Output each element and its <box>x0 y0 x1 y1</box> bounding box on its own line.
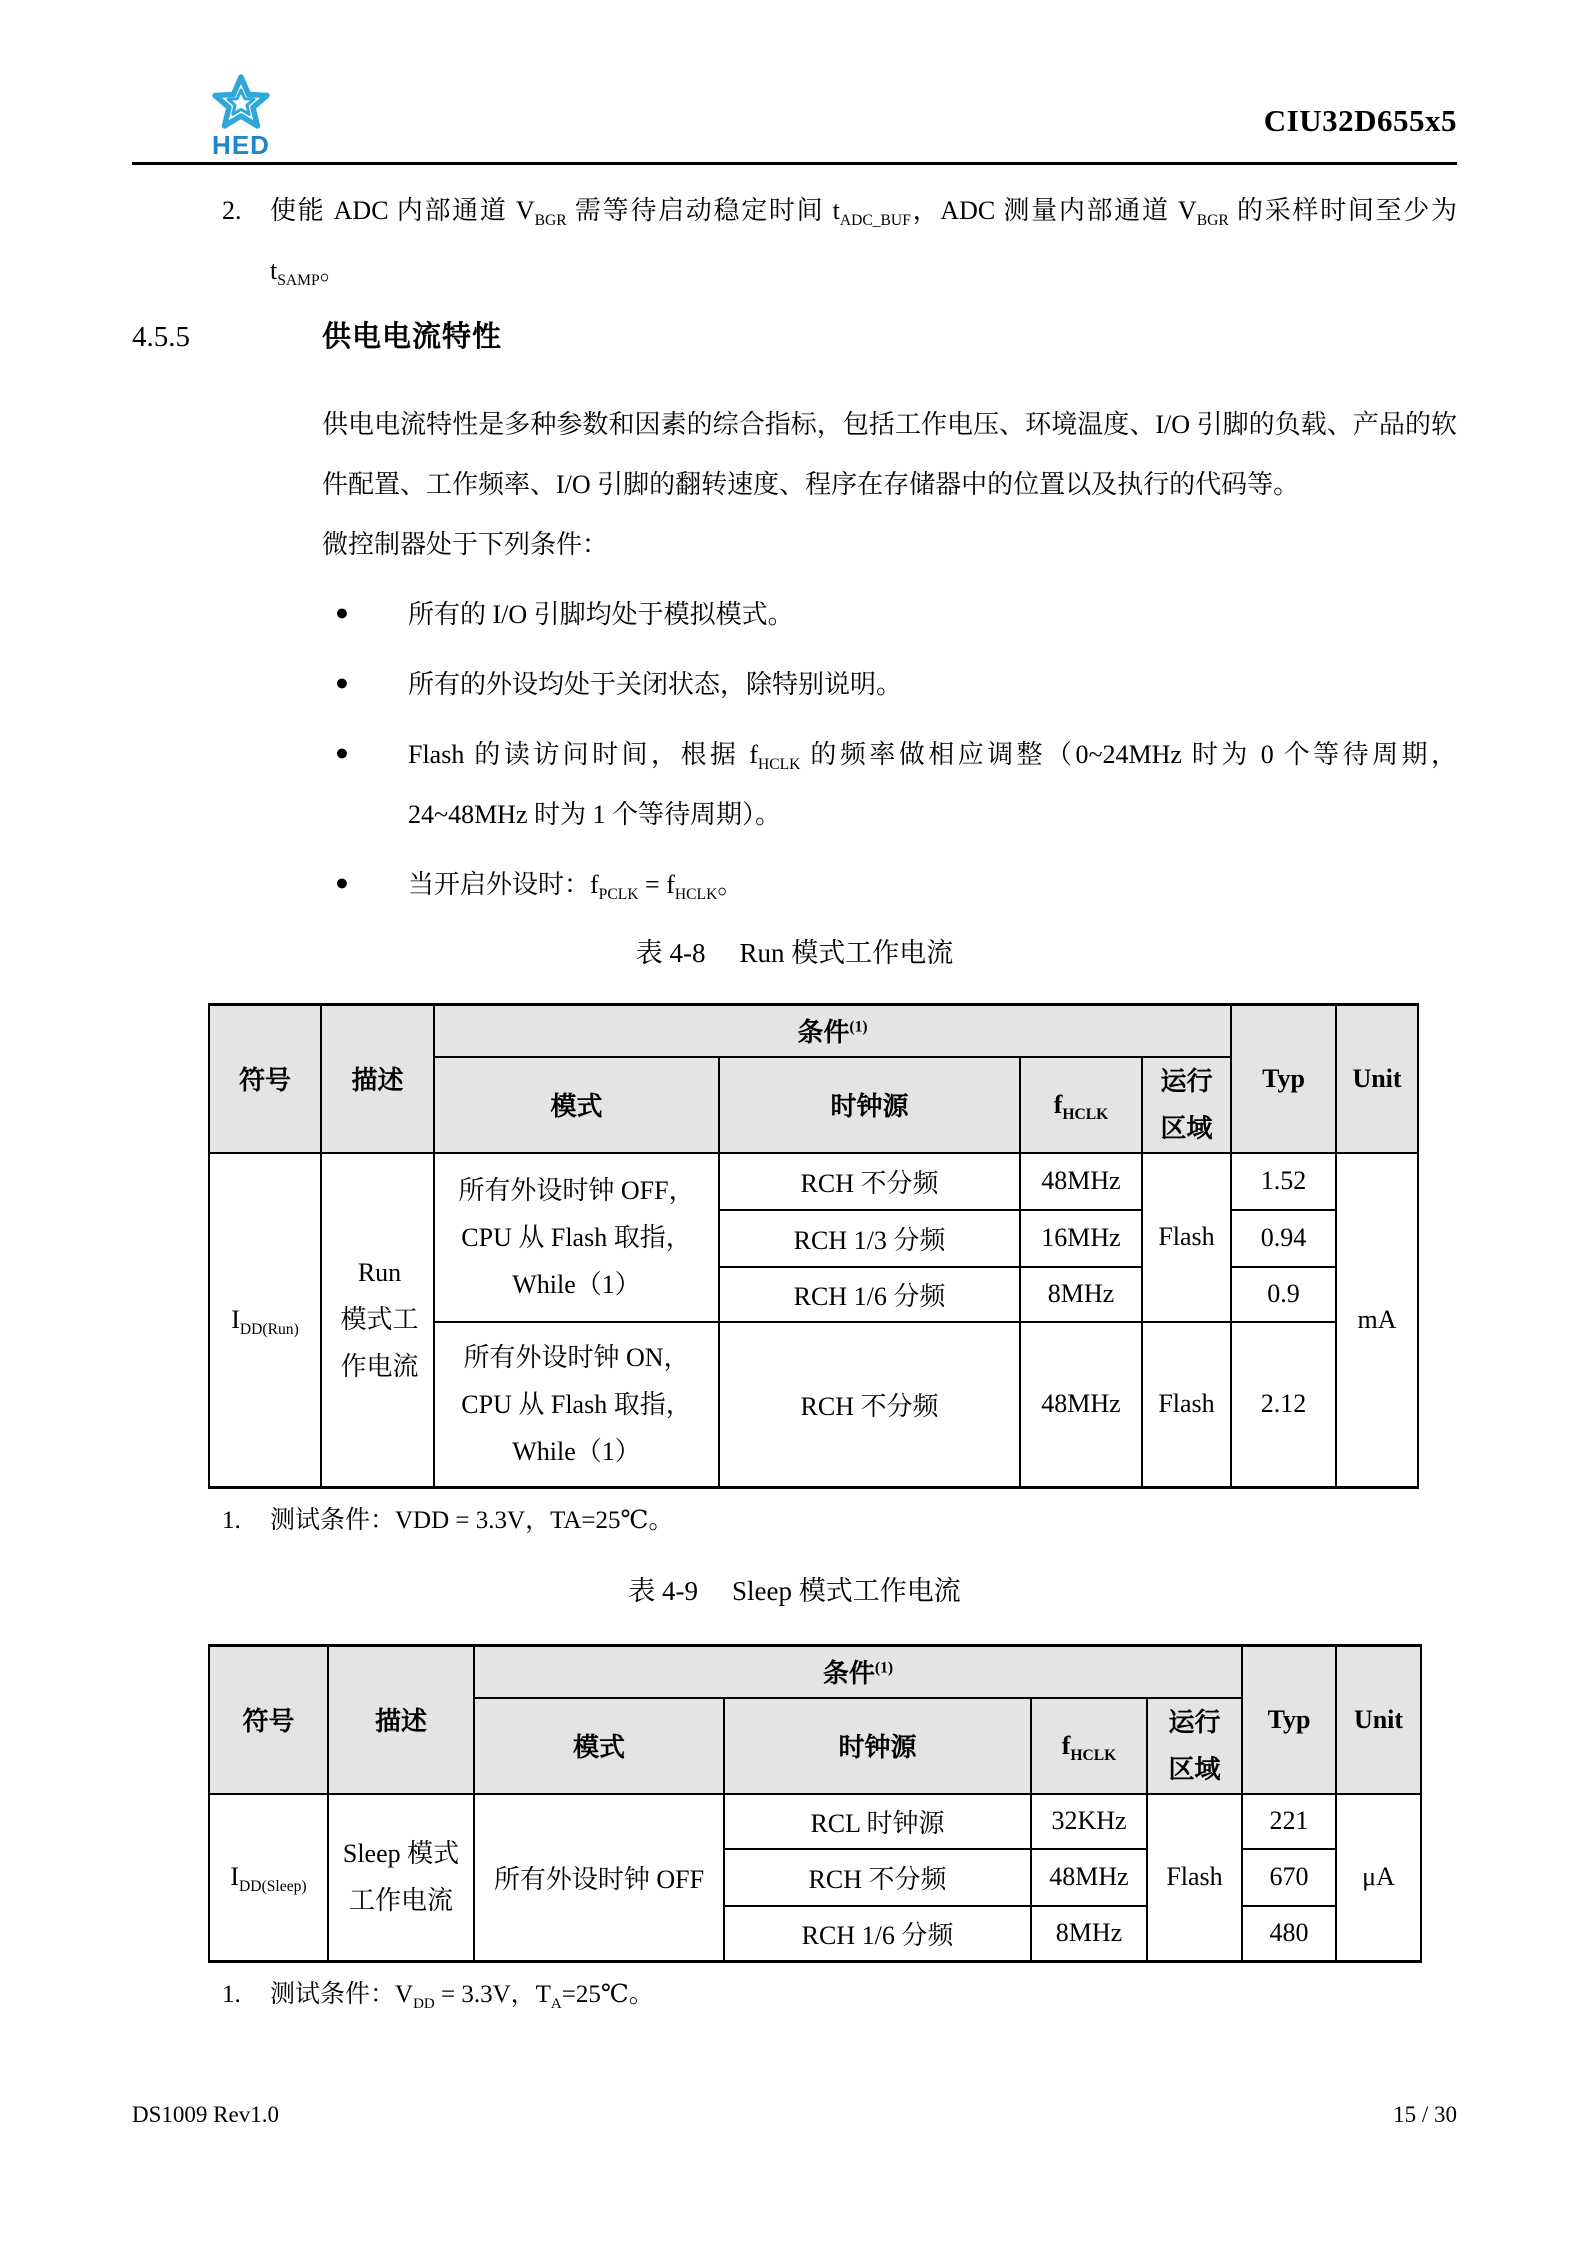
col-header-mode: 模式 <box>474 1698 724 1794</box>
cell-typ: 480 <box>1242 1906 1336 1962</box>
bullet-marker-icon: ● <box>335 870 349 895</box>
paragraph-conditions-intro: 微控制器处于下列条件： <box>322 530 609 559</box>
caption-title: Run 模式工作电流 <box>739 938 954 968</box>
bullet-item-io <box>322 585 1457 645</box>
cell-fhclk: 8MHz <box>1031 1906 1147 1962</box>
footnote-number: 1. <box>222 1981 241 2008</box>
footnote-number: 1. <box>222 1507 241 1534</box>
table-caption-sleep <box>132 1565 1457 1617</box>
bullet-text: 所有的外设均处于关闭状态，除特别说明。 <box>408 670 903 699</box>
cell-clock: RCH 1/6 分频 <box>719 1267 1020 1322</box>
footnote-text: 测试条件：VDD = 3.3V，TA=25℃。 <box>270 1507 674 1534</box>
col-header-fhclk: $f_{HCLK}$ <box>1020 1057 1142 1153</box>
cell-fhclk: 32KHz <box>1031 1794 1147 1849</box>
section-heading <box>132 315 1457 359</box>
note-number: 2. <box>222 196 242 225</box>
cell-unit: mA <box>1336 1153 1418 1488</box>
cell-fhclk: 48MHz <box>1020 1153 1142 1210</box>
document-title: CIU32D655x5 <box>1263 103 1457 138</box>
section-title: 供电电流特性 <box>322 321 503 353</box>
bullet-text: Flash 的读访问时间，根据 $f_{HCLK}$ 的频率做相应调整（0~24MHz 时为 0 个等待周期，24~48MHz 时为 1 个等待周期）。 <box>408 740 1457 829</box>
cell-typ: 1.52 <box>1231 1153 1336 1210</box>
page-header <box>132 0 1457 165</box>
cell-clock: RCH 不分频 <box>719 1322 1020 1488</box>
run-current-table <box>208 1003 1419 1489</box>
company-logo <box>205 74 277 160</box>
col-header-region: 运行 区域 <box>1147 1698 1242 1794</box>
cell-mode-group2: 所有外设时钟 ON， CPU 从 Flash 取指， While（1） <box>434 1322 719 1488</box>
col-header-clock: 时钟源 <box>719 1057 1020 1153</box>
numbered-note-2 <box>132 181 1457 301</box>
cell-clock: RCH 不分频 <box>724 1849 1031 1906</box>
cell-desc: Run 模式工 作电流 <box>321 1153 434 1488</box>
cell-fhclk: 48MHz <box>1020 1322 1142 1488</box>
col-header-typ: Typ <box>1242 1646 1336 1794</box>
bullet-text: 所有的 I/O 引脚均处于模拟模式。 <box>408 600 794 629</box>
note-text: 使能 ADC 内部通道 $V_{BGR}$ 需等待启动稳定时间 $t_{ADC\_BUF}$，ADC 测量内部通道 $V_{BGR}$ 的采样时间至少为 $t_{SAMP}$。 <box>270 196 1458 290</box>
section-number: 4.5.5 <box>132 321 190 353</box>
cell-region-group2: Flash <box>1142 1322 1231 1488</box>
col-header-symbol: 符号 <box>209 1646 328 1794</box>
cell-region-group1: Flash <box>1142 1153 1231 1322</box>
footnote-text: 测试条件：$V_{DD} = 3.3V$，$T_A=25℃$。 <box>270 1981 654 2012</box>
cell-clock: RCH 不分频 <box>719 1153 1020 1210</box>
col-header-typ: Typ <box>1231 1005 1336 1153</box>
bullet-marker-icon: ● <box>335 600 349 625</box>
footnote-run <box>132 1497 1457 1545</box>
col-header-condition: 条件$^{(1)}$ <box>474 1646 1242 1698</box>
sleep-current-table <box>208 1644 1422 1963</box>
cell-unit: μA <box>1336 1794 1421 1962</box>
bullet-marker-icon: ● <box>335 670 349 695</box>
bullet-item-flash-wait <box>322 725 1457 845</box>
cell-typ: 0.9 <box>1231 1267 1336 1322</box>
paragraph-overview: 供电电流特性是多种参数和因素的综合指标，包括工作电压、环境温度、I/O 引脚的负载、产品的软件配置、工作频率、I/O 引脚的翻转速度、程序在存储器中的位置以及执行的代码等。 <box>322 410 1457 499</box>
col-header-desc: 描述 <box>328 1646 474 1794</box>
cell-region: Flash <box>1147 1794 1242 1962</box>
cell-mode-group1: 所有外设时钟 OFF， CPU 从 Flash 取指， While（1） <box>434 1153 719 1322</box>
cell-symbol: $I_{DD(Sleep)}$ <box>209 1794 328 1962</box>
cell-typ: 670 <box>1242 1849 1336 1906</box>
cell-clock: RCL 时钟源 <box>724 1794 1031 1849</box>
bullet-marker-icon: ● <box>335 740 349 765</box>
cell-fhclk: 16MHz <box>1020 1210 1142 1267</box>
caption-label: 表 4-8 <box>635 938 706 968</box>
cell-typ: 2.12 <box>1231 1322 1336 1488</box>
cell-fhclk: 8MHz <box>1020 1267 1142 1322</box>
cell-mode: 所有外设时钟 OFF <box>474 1794 724 1962</box>
footer-doc-number: DS1009 Rev1.0 <box>132 2102 279 2127</box>
col-header-region: 运行 区域 <box>1142 1057 1231 1153</box>
header-rule <box>132 162 1457 165</box>
cell-fhclk: 48MHz <box>1031 1849 1147 1906</box>
bullet-text: 当开启外设时：$f_{PCLK} = f_{HCLK}$。 <box>408 870 744 904</box>
col-header-fhclk: $f_{HCLK}$ <box>1031 1698 1147 1794</box>
cell-symbol: $I_{DD(Run)}$ <box>209 1153 321 1488</box>
cell-clock: RCH 1/3 分频 <box>719 1210 1020 1267</box>
page-footer <box>132 2100 1457 2130</box>
cell-clock: RCH 1/6 分频 <box>724 1906 1031 1962</box>
table-caption-run <box>132 927 1457 979</box>
logo-text: HED <box>212 130 270 160</box>
caption-label: 表 4-9 <box>628 1576 698 1606</box>
col-header-clock: 时钟源 <box>724 1698 1031 1794</box>
condition-bullet-list <box>132 585 1457 915</box>
col-header-condition: 条件$^{(1)}$ <box>434 1005 1231 1057</box>
bullet-item-fpclk <box>322 855 1457 915</box>
col-header-unit: Unit <box>1336 1005 1418 1153</box>
col-header-mode: 模式 <box>434 1057 719 1153</box>
col-header-symbol: 符号 <box>209 1005 321 1153</box>
col-header-unit: Unit <box>1336 1646 1421 1794</box>
col-header-desc: 描述 <box>321 1005 434 1153</box>
bullet-item-peripherals <box>322 655 1457 715</box>
caption-title: Sleep 模式工作电流 <box>732 1576 961 1606</box>
hed-star-icon <box>212 74 270 134</box>
cell-typ: 0.94 <box>1231 1210 1336 1267</box>
footer-page-number: 15 / 30 <box>1393 2102 1457 2127</box>
footnote-sleep <box>132 1971 1457 2019</box>
cell-typ: 221 <box>1242 1794 1336 1849</box>
cell-desc: Sleep 模式 工作电流 <box>328 1794 474 1962</box>
